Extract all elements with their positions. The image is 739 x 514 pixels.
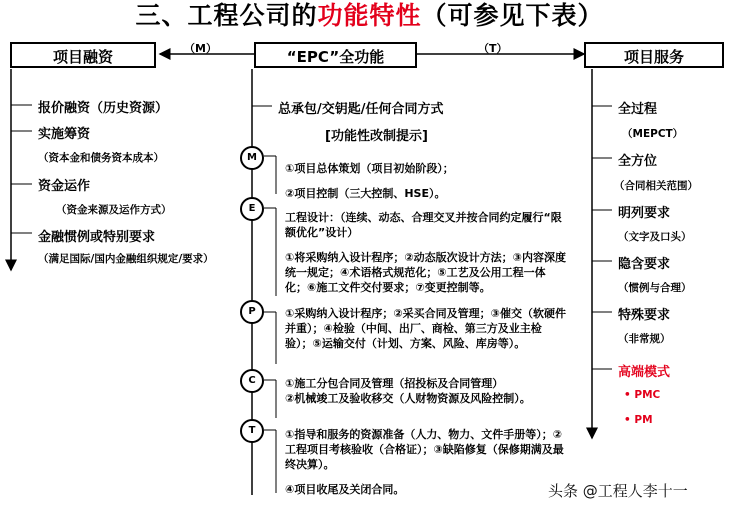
contract-types: 总承包/交钥匙/任何合同方式 [278, 102, 444, 117]
phase-e-line: ①将采购纳入设计程序；②动态版次设计方法；③内容深度统一规定；④术语格式规范化；⑤工艺及公用工程一体化；⑥施工文件交付要求；⑦变更控制等。 [285, 251, 566, 294]
right-item-note: （MEPCT） [622, 128, 684, 140]
right-item-note: （惯例与合理） [618, 282, 692, 294]
right-item-pm: • PM [624, 414, 653, 426]
right-item-pmc: • PMC [624, 389, 661, 401]
high-end-mode: 高端模式 [618, 365, 671, 380]
phase-m-line: ②项目控制（三大控制、HSE）。 [285, 187, 446, 200]
left-item: 金融惯例或特别要求 [38, 230, 156, 245]
right-item: 全过程 [618, 102, 658, 117]
left-item: 报价融资（历史资源） [38, 101, 169, 116]
phase-t-line: ④项目收尾及关闭合同。 [285, 483, 405, 496]
arrow-label-m: （M） [184, 42, 217, 55]
title-prefix: 三、工程公司的 [135, 1, 318, 30]
left-item-note: （资金来源及运作方式） [56, 204, 172, 216]
title-suffix: （可参见下表） [421, 1, 604, 30]
phase-e-circle: E [240, 197, 264, 221]
phase-c-line: ②机械竣工及验收移交（人财物资源及风险控制）。 [285, 392, 531, 405]
right-item: 全方位 [618, 154, 658, 169]
right-item: 明列要求 [618, 206, 671, 221]
phase-p-circle: P [240, 300, 264, 324]
arrow-label-t: （T） [478, 42, 508, 55]
service-box: 项目服务 [584, 42, 724, 68]
left-item: 实施筹资 [38, 127, 91, 142]
title-highlight: 功能特性 [317, 1, 422, 30]
left-item-note: （资本金和债务资本成本） [38, 152, 164, 164]
phase-m-circle: M [240, 146, 264, 170]
phase-e-line: 工程设计：（连续、动态、合理交叉并按合同约定履行“限额优化”设计） [285, 211, 562, 239]
phase-t-line: ①指导和服务的资源准备（人力、物力、文件手册等）；②工程项目考核验收（合格证）；③缺陷修复（保修期满及最终决算）。 [285, 428, 564, 471]
right-item-note: （合同相关范围） [614, 180, 698, 192]
funding-box: 项目融资 [10, 42, 156, 68]
phase-t-circle: T [240, 419, 264, 443]
phase-m-line: ①项目总体策划（项目初始阶段）； [285, 162, 454, 175]
watermark: 头条 @工程人李十一 [548, 482, 688, 500]
pm-label: PM [634, 414, 653, 426]
left-item-note: （满足国际/国内金融组织规定/要求） [38, 253, 214, 265]
epc-box: “EPC”全功能 [254, 42, 417, 68]
hint-heading: [功能性改制提示] [325, 129, 428, 144]
right-item-note: （文字及口头） [618, 231, 692, 243]
phase-c-line: ①施工分包合同及管理（招投标及合同管理） [285, 377, 504, 390]
phase-p-line: ①采购纳入设计程序；②采买合同及管理；③催交（软硬件并重）；④检验（中间、出厂、商检、第三方及业主检验）；⑤运输交付（计划、方案、风险、库房等）。 [285, 307, 566, 350]
pmc-label: PMC [634, 389, 661, 401]
right-item-note: （非常规） [618, 333, 671, 345]
right-item: 特殊要求 [618, 308, 671, 323]
left-item: 资金运作 [38, 179, 91, 194]
right-item: 隐含要求 [618, 257, 671, 272]
phase-c-circle: C [240, 369, 264, 393]
